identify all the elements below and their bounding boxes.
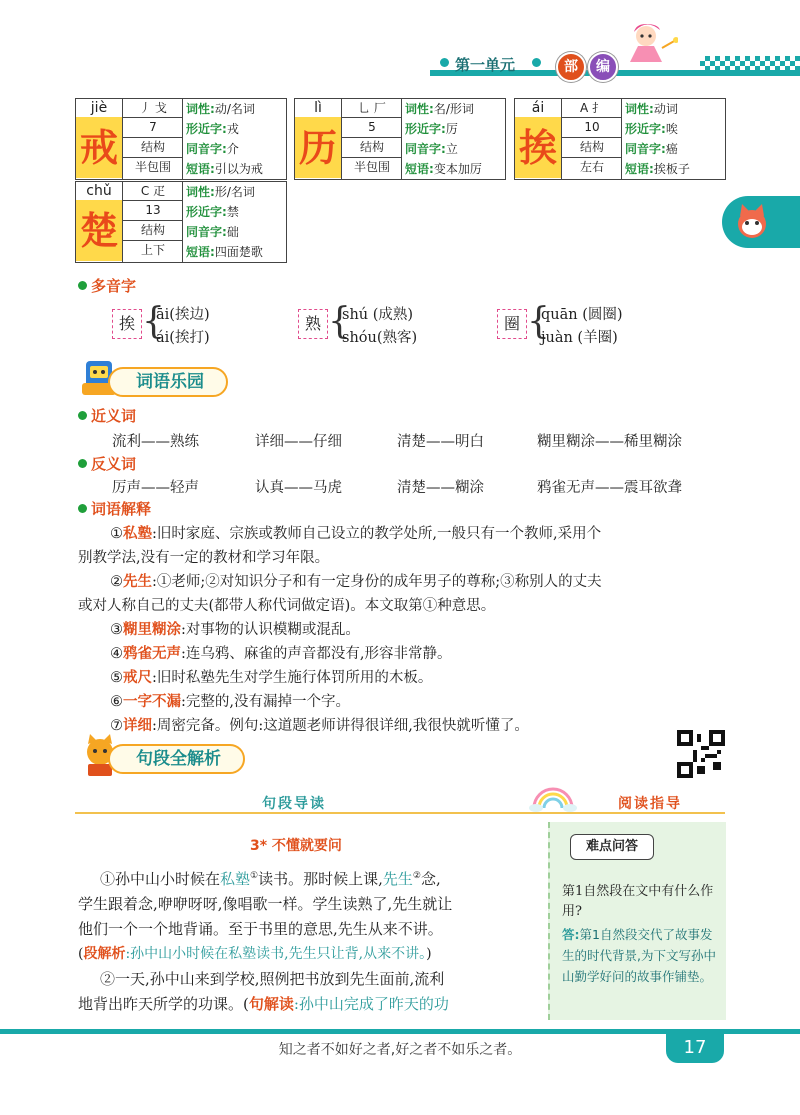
difficulty-qa-box xyxy=(548,822,726,1020)
item-number: ① xyxy=(110,526,123,542)
edition-badge-2: 编 xyxy=(588,52,618,82)
char-info-row xyxy=(182,182,290,202)
qr-code-icon[interactable] xyxy=(677,730,725,778)
char-glyph: 戒 xyxy=(76,117,122,178)
header-checker-pattern xyxy=(700,56,800,70)
info-key: 形近字: xyxy=(186,205,227,219)
footer-motto: 知之者不如好之者,好之者不如乐之者。 xyxy=(278,1042,522,1058)
polyphonic-reading: shú (成熟) xyxy=(342,307,414,323)
antonym-pair: 鸦雀无声——震耳欲聋 xyxy=(537,480,682,496)
explanation-item xyxy=(110,618,360,639)
item-term: 鸦雀无声 xyxy=(123,645,181,662)
section-tab-guide: 句段导读 xyxy=(262,796,326,812)
text-run: 读书。那时候上课, xyxy=(258,870,383,888)
qa-title: 难点问答 xyxy=(570,834,654,860)
char-info-row xyxy=(182,242,290,262)
char-structure-label: 结构 xyxy=(341,137,402,158)
explanation-item xyxy=(110,666,432,687)
vocab-banner-label: 词语乐园 xyxy=(108,367,228,397)
page-number: 17 xyxy=(666,1033,724,1063)
char-info-row xyxy=(401,159,509,179)
item-number: ⑦ xyxy=(110,718,123,734)
polyphonic-char: 挨 xyxy=(112,309,142,339)
antonyms-heading: 反义词 xyxy=(78,453,136,474)
answer-label: 答: xyxy=(562,927,580,942)
info-value: 础 xyxy=(226,225,239,239)
info-key: 词性: xyxy=(186,102,215,116)
info-value: 挨板子 xyxy=(653,162,690,176)
text-run: 地背出昨天所学的功课。( xyxy=(78,995,249,1013)
char-info-row xyxy=(182,99,290,119)
analysis-banner-label: 句段全解析 xyxy=(108,744,245,774)
char-pinyin: jiè xyxy=(76,99,122,118)
char-info-row xyxy=(621,99,729,119)
info-key: 形近字: xyxy=(186,122,227,136)
info-key: 同音字: xyxy=(186,142,227,156)
item-definition: :①老师;②对知识分子和有一定身份的成年男子的尊称;③称别人的丈夫 xyxy=(152,574,602,590)
char-structure-type: 半包围 xyxy=(341,157,402,179)
info-value: 形/名词 xyxy=(214,185,255,199)
info-value: 戎 xyxy=(226,122,239,136)
info-value: 变本加厉 xyxy=(433,162,482,176)
explanation-continuation: 或对人称自己的丈夫(都带人称代词做定语)。本文取第①种意思。 xyxy=(78,598,496,614)
info-key: 同音字: xyxy=(405,142,446,156)
answer-text: 第1自然段交代了故事发生的时代背景,为下文写孙中山勤学好问的故事作铺垫。 xyxy=(562,927,716,984)
info-value: 名/形词 xyxy=(433,102,474,116)
item-definition: :旧时家庭、宗族或教师自己设立的教学处所,一般只有一个教师,采用个 xyxy=(152,526,602,542)
vocab-banner xyxy=(78,365,278,395)
explanation-continuation: 别教学法,没有一定的教材和学习年限。 xyxy=(78,550,330,566)
item-definition: :连乌鸦、麻雀的声音都没有,形容非常静。 xyxy=(181,646,452,662)
fairy-mascot-icon xyxy=(618,18,678,68)
char-strokes: 13 xyxy=(122,200,183,221)
char-info-row xyxy=(401,119,509,139)
char-pinyin: chǔ xyxy=(76,182,122,201)
brace-icon: { xyxy=(527,301,550,342)
synonym-pair: 清楚——明白 xyxy=(397,434,484,450)
char-structure-type: 上下 xyxy=(122,240,183,262)
explanation-item xyxy=(110,570,602,591)
char-radical: 丿 戈 xyxy=(122,99,183,118)
char-info-row xyxy=(182,119,290,139)
info-key: 短语: xyxy=(186,162,215,176)
note-label: 段解析 xyxy=(83,946,126,962)
info-value: 动词 xyxy=(653,102,678,116)
passage-line: 他们一个一个地背诵。至于书里的意思,先生从来不讲。 xyxy=(78,920,443,938)
section-divider xyxy=(75,812,725,814)
explanation-item xyxy=(110,714,529,735)
polyphonic-heading: 多音字 xyxy=(78,275,136,296)
header-dot xyxy=(440,58,449,67)
keyword: 私塾 xyxy=(220,870,251,888)
char-strokes: 5 xyxy=(341,117,402,138)
char-structure-label: 结构 xyxy=(561,137,622,158)
info-key: 同音字: xyxy=(186,225,227,239)
info-key: 短语: xyxy=(625,162,654,176)
explanations-heading: 词语解释 xyxy=(78,498,151,519)
info-value: 禁 xyxy=(226,205,239,219)
explanation-item xyxy=(110,642,452,663)
paren: ) xyxy=(426,946,432,962)
char-info-row xyxy=(182,202,290,222)
char-strokes: 7 xyxy=(122,117,183,138)
item-number: ⑤ xyxy=(110,670,123,686)
antonym-pair: 清楚——糊涂 xyxy=(397,480,484,496)
item-number: ③ xyxy=(110,622,123,638)
item-term: 私塾 xyxy=(123,525,152,542)
synonym-pair: 详细——仔细 xyxy=(255,434,342,450)
info-value: 四面楚歌 xyxy=(214,245,263,259)
char-info-row xyxy=(401,139,509,159)
brace-icon: { xyxy=(142,301,165,342)
char-info-row xyxy=(621,159,729,179)
char-radical: C 疋 xyxy=(122,182,183,201)
synonyms-heading: 近义词 xyxy=(78,405,136,426)
passage-line: ②一天,孙中山来到学校,照例把书放到先生面前,流利 xyxy=(100,970,445,988)
qa-answer xyxy=(562,924,718,987)
item-definition: :完整的,没有漏掉一个字。 xyxy=(181,694,350,710)
info-value: 动/名词 xyxy=(214,102,255,116)
analysis-banner xyxy=(78,742,298,772)
info-value: 引以为戒 xyxy=(214,162,263,176)
info-value: 立 xyxy=(445,142,458,156)
info-key: 词性: xyxy=(186,185,215,199)
info-key: 短语: xyxy=(405,162,434,176)
polyphonic-char: 圈 xyxy=(497,309,527,339)
info-key: 形近字: xyxy=(405,122,446,136)
info-key: 词性: xyxy=(625,102,654,116)
item-term: 详细 xyxy=(123,717,152,734)
item-term: 一字不漏 xyxy=(123,693,181,710)
antonym-pair: 厉声——轻声 xyxy=(112,480,199,496)
char-info-row xyxy=(182,222,290,242)
char-info-row xyxy=(621,119,729,139)
item-term: 先生 xyxy=(123,573,152,590)
info-value: 癌 xyxy=(665,142,678,156)
lesson-title: 3* 不懂就要问 xyxy=(250,838,342,854)
explanation-item xyxy=(110,690,350,711)
edition-badge-1: 部 xyxy=(556,52,586,82)
synonym-pair: 糊里糊涂——稀里糊涂 xyxy=(537,434,682,450)
char-structure-label: 结构 xyxy=(122,220,183,241)
char-glyph: 楚 xyxy=(76,200,122,261)
qa-question: 第1自然段在文中有什么作用? xyxy=(562,884,714,919)
header-dot xyxy=(532,58,541,67)
char-card xyxy=(75,98,287,180)
paren: ( xyxy=(78,946,84,962)
polyphonic-reading: shóu(熟客) xyxy=(342,330,418,346)
paragraph-analysis xyxy=(78,943,432,963)
char-pinyin: ái xyxy=(515,99,561,118)
passage-line xyxy=(78,993,449,1014)
char-card xyxy=(514,98,726,180)
char-radical: 乚 厂 xyxy=(341,99,402,118)
char-strokes: 10 xyxy=(561,117,622,138)
char-info-row xyxy=(182,139,290,159)
char-pinyin: lì xyxy=(295,99,341,118)
passage-line xyxy=(100,868,441,889)
char-structure-type: 半包围 xyxy=(122,157,183,179)
item-definition: :对事物的认识模糊或混乱。 xyxy=(181,622,360,638)
polyphonic-reading: juàn (羊圈) xyxy=(541,330,618,346)
page-header xyxy=(0,0,800,90)
item-term: 糊里糊涂 xyxy=(123,621,181,638)
info-value: 唉 xyxy=(665,122,678,136)
info-key: 词性: xyxy=(405,102,434,116)
note-text: :孙中山小时候在私塾读书,先生只让背,从来不讲。 xyxy=(125,946,427,962)
char-info-row xyxy=(621,139,729,159)
char-radical: A 扌 xyxy=(561,99,622,118)
item-number: ② xyxy=(110,574,123,590)
note-label: 句解读 xyxy=(248,995,294,1013)
info-key: 同音字: xyxy=(625,142,666,156)
section-tab-reading: 阅读指导 xyxy=(618,796,682,812)
side-tab xyxy=(722,196,800,248)
char-info-row xyxy=(401,99,509,119)
item-definition: :周密完备。例句:这道题老师讲得很详细,我很快就听懂了。 xyxy=(152,718,529,734)
text-run: ①孙中山小时候在 xyxy=(100,870,221,888)
char-structure-label: 结构 xyxy=(122,137,183,158)
info-key: 形近字: xyxy=(625,122,666,136)
char-glyph: 历 xyxy=(295,117,341,178)
item-term: 戒尺 xyxy=(123,669,152,686)
unit-title: 第一单元 xyxy=(455,56,516,74)
polyphonic-reading: quān (圆圈) xyxy=(541,307,623,323)
explanation-item xyxy=(110,522,601,543)
info-key: 短语: xyxy=(186,245,215,259)
item-number: ④ xyxy=(110,646,123,662)
item-definition: :旧时私塾先生对学生施行体罚所用的木板。 xyxy=(152,670,433,686)
char-glyph: 挨 xyxy=(515,117,561,178)
text-run: 念, xyxy=(420,870,441,888)
polyphonic-char: 熟 xyxy=(298,309,328,339)
note-text: :孙中山完成了昨天的功 xyxy=(293,995,449,1013)
antonym-pair: 认真——马虎 xyxy=(255,480,342,496)
char-card xyxy=(75,181,287,263)
footnote-marker: ② xyxy=(412,871,421,881)
passage-line: 学生跟着念,咿咿呀呀,像唱歌一样。学生读熟了,先生就让 xyxy=(78,895,453,913)
item-number: ⑥ xyxy=(110,694,123,710)
brace-icon: { xyxy=(328,301,351,342)
info-value: 介 xyxy=(226,142,239,156)
synonym-pair: 流利——熟练 xyxy=(112,434,199,450)
keyword: 先生 xyxy=(382,870,413,888)
char-card xyxy=(294,98,506,180)
cat-mascot-icon xyxy=(732,202,772,242)
polyphonic-reading: āi(挨边) xyxy=(156,307,210,323)
footnote-marker: ① xyxy=(250,871,259,881)
rainbow-cloud-icon xyxy=(528,786,578,812)
polyphonic-reading: ái(挨打) xyxy=(156,330,210,346)
char-structure-type: 左右 xyxy=(561,157,622,179)
info-value: 厉 xyxy=(445,122,458,136)
char-info-row xyxy=(182,159,290,179)
